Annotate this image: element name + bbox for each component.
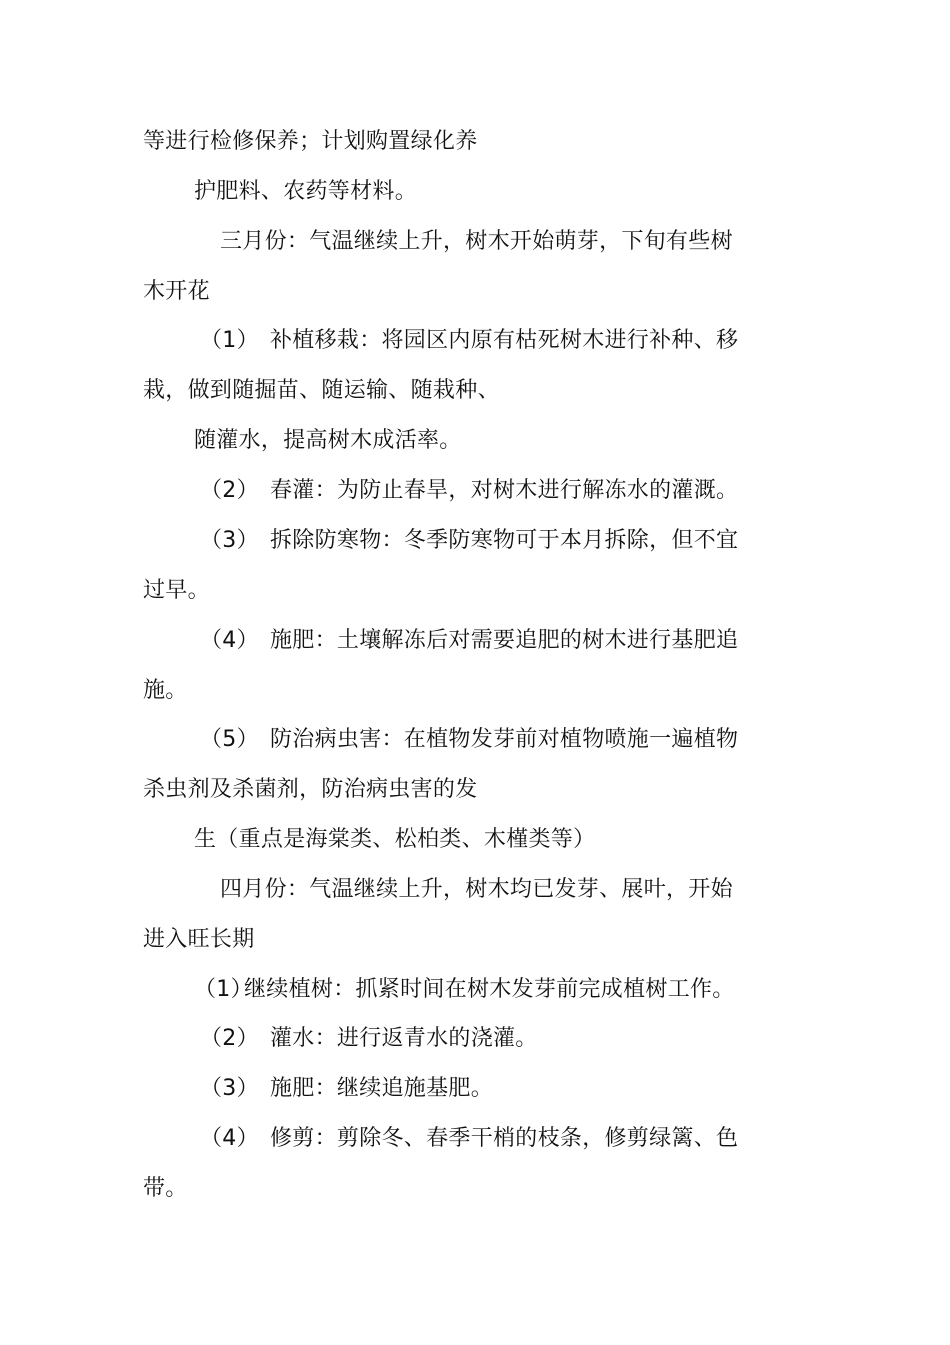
section-heading-march [220,227,733,257]
item-text: 施肥：土壤解冻后对需要追肥的树木进行基肥追 [270,628,739,653]
line-text: 施。 [143,678,188,703]
line-text: 杀虫剂及杀菌剂，防治病虫害的发 [143,777,478,802]
text-line [143,277,210,307]
item-number: （5） [200,727,259,752]
item-number: （3） [200,1076,259,1101]
item-number: （1） [200,328,259,353]
item-text: 施肥：继续追施基肥。 [270,1076,494,1101]
section-heading-april [220,875,733,905]
list-item [194,975,735,1005]
text-line [143,376,500,406]
line-text: 四月份：气温继续上升，树木均已发芽、展叶，开始 [220,877,733,902]
line-text: 护肥料、农药等材料。 [194,179,418,204]
text-line [143,127,478,157]
text-line [194,177,417,207]
list-item [200,526,738,556]
text-line [143,775,478,805]
list-item [200,326,738,356]
item-text: 防治病虫害：在植物发芽前对植物喷施一遍植物 [270,727,739,752]
list-item [200,725,738,755]
line-text: 随灌水，提高树木成活率。 [194,428,462,453]
item-text: 继续植树：抓紧时间在树木发芽前完成植树工作。 [244,977,735,1002]
text-line [143,1174,188,1204]
item-text: 灌水：进行返青水的浇灌。 [270,1026,538,1051]
line-text: 木开花 [143,279,210,304]
item-text: 拆除防寒物：冬季防寒物可于本月拆除，但不宜 [270,528,739,553]
list-item [200,1074,493,1104]
item-number: （2） [200,478,259,503]
text-line [143,676,188,706]
line-text: 栽，做到随掘苗、随运输、随栽种、 [143,378,500,403]
line-text: 生（重点是海棠类、松柏类、木槿类等） [194,827,596,852]
text-line [143,576,210,606]
item-text: 补植移栽：将园区内原有枯死树木进行补种、移 [270,328,739,353]
list-item [200,626,738,656]
list-item [200,1124,738,1154]
line-text: 等进行检修保养；计划购置绿化养 [143,129,478,154]
item-number: （2） [200,1026,259,1051]
text-line [143,925,255,955]
item-number: （4） [200,628,259,653]
text-line [194,426,462,456]
item-number: （4） [200,1126,259,1151]
item-number: （3） [200,528,259,553]
line-text: 三月份：气温继续上升，树木开始萌芽，下旬有些树 [220,229,733,254]
line-text: 过早。 [143,578,210,603]
list-item [200,1024,538,1054]
line-text: 进入旺长期 [143,927,255,952]
text-line [194,825,595,855]
item-text: 修剪：剪除冬、春季干梢的枝条，修剪绿篱、色 [270,1126,739,1151]
item-text: 春灌：为防止春旱，对树木进行解冻水的灌溉。 [270,478,739,503]
line-text: 带。 [143,1176,188,1201]
item-number: （1） [194,977,253,1002]
list-item [200,476,738,506]
